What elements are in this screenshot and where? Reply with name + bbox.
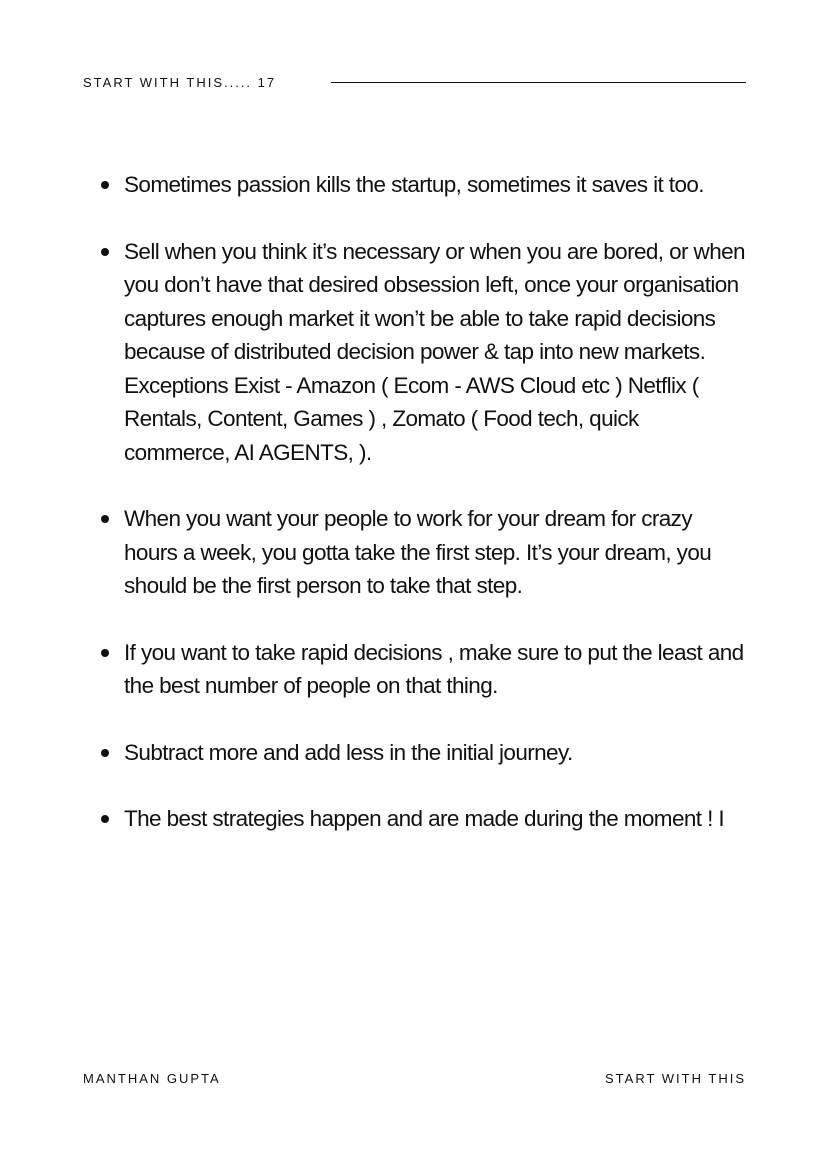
list-item-text: The best strategies happen and are made during the moment ! I xyxy=(124,806,725,831)
list-item xyxy=(96,636,746,703)
list-item-text: Sell when you think it’s necessary or when you are bored, or when you don’t have that desired obsession left, once your organisation captures enough market it won’t be able to take rapid decisions because of distributed decision power & tap into new markets. Exceptions Exist - Amazon ( Ecom - AWS Cloud etc ) Netflix ( Rentals, Content, Games ) , Zomato ( Food tech, quick commerce, AI AGENTS, ). xyxy=(124,238,745,465)
list-item xyxy=(96,736,746,770)
page-content xyxy=(96,168,746,869)
bullet-icon xyxy=(101,181,109,189)
list-item-text: Sometimes passion kills the startup, sometimes it saves it too. xyxy=(124,172,704,197)
running-header-title: START WITH THIS..... 17 xyxy=(83,75,277,90)
bullet-icon xyxy=(101,815,109,823)
list-item xyxy=(96,235,746,470)
bullet-icon xyxy=(101,248,109,256)
list-item xyxy=(96,168,746,202)
list-item xyxy=(96,802,746,836)
page-footer xyxy=(83,1069,746,1089)
page-header xyxy=(83,73,746,93)
bullet-list xyxy=(96,168,746,836)
footer-author: MANTHAN GUPTA xyxy=(83,1071,221,1086)
list-item-text: When you want your people to work for your dream for crazy hours a week, you gotta take the first step. It’s your dream, you should be the first person to take that step. xyxy=(124,506,712,598)
bullet-icon xyxy=(101,749,109,757)
footer-book-title: START WITH THIS xyxy=(605,1071,746,1086)
list-item-text: If you want to take rapid decisions , make sure to put the least and the best number of people on that thing. xyxy=(124,639,744,698)
bullet-icon xyxy=(101,515,109,523)
list-item xyxy=(96,502,746,603)
bullet-icon xyxy=(101,649,109,657)
header-divider xyxy=(331,82,746,83)
list-item-text: Subtract more and add less in the initial journey. xyxy=(124,739,573,765)
